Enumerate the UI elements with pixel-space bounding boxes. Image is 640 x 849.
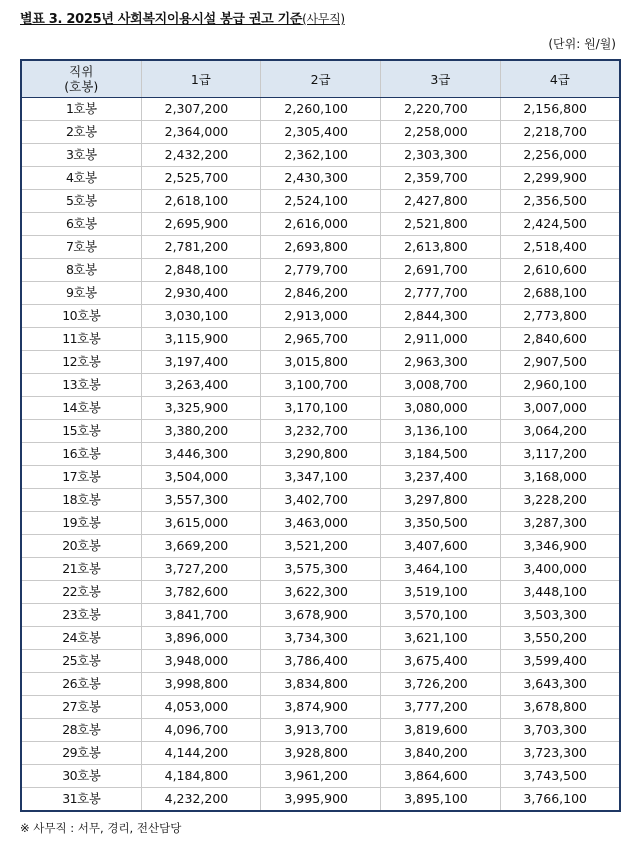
table-row — [21, 512, 620, 535]
row-step-label: 23호봉 — [21, 604, 141, 627]
salary-cell-grade-3: 3,136,100 — [381, 420, 501, 443]
salary-cell-grade-3: 3,008,700 — [381, 374, 501, 397]
row-step-label: 9호봉 — [21, 282, 141, 305]
salary-cell-grade-2: 3,786,400 — [261, 650, 381, 673]
table-row — [21, 673, 620, 696]
salary-cell-grade-2: 2,260,100 — [261, 98, 381, 121]
salary-cell-grade-2: 3,232,700 — [261, 420, 381, 443]
salary-cell-grade-3: 3,570,100 — [381, 604, 501, 627]
row-step-label: 6호봉 — [21, 213, 141, 236]
row-step-label: 5호봉 — [21, 190, 141, 213]
table-row — [21, 696, 620, 719]
salary-cell-grade-4: 2,218,700 — [500, 121, 620, 144]
salary-cell-grade-3: 2,691,700 — [381, 259, 501, 282]
salary-cell-grade-3: 3,080,000 — [381, 397, 501, 420]
table-row — [21, 305, 620, 328]
salary-cell-grade-1: 3,998,800 — [141, 673, 261, 696]
salary-cell-grade-3: 2,844,300 — [381, 305, 501, 328]
salary-cell-grade-1: 3,841,700 — [141, 604, 261, 627]
salary-cell-grade-1: 4,144,200 — [141, 742, 261, 765]
row-step-label: 20호봉 — [21, 535, 141, 558]
salary-cell-grade-4: 2,840,600 — [500, 328, 620, 351]
row-step-label: 27호봉 — [21, 696, 141, 719]
salary-cell-grade-1: 3,504,000 — [141, 466, 261, 489]
header-corner-line2: (호봉) — [64, 79, 99, 94]
header-grade-3: 3급 — [381, 60, 501, 98]
table-row — [21, 167, 620, 190]
page-title — [20, 8, 345, 27]
salary-cell-grade-3: 3,895,100 — [381, 788, 501, 812]
row-step-label: 17호봉 — [21, 466, 141, 489]
table-row — [21, 98, 620, 121]
salary-cell-grade-2: 3,170,100 — [261, 397, 381, 420]
salary-cell-grade-2: 3,463,000 — [261, 512, 381, 535]
table-row — [21, 121, 620, 144]
title-main: 별표 3. 2025년 사회복지이용시설 봉급 권고 기준 — [20, 12, 303, 27]
salary-cell-grade-1: 2,364,000 — [141, 121, 261, 144]
salary-cell-grade-4: 3,503,300 — [500, 604, 620, 627]
salary-cell-grade-1: 3,669,200 — [141, 535, 261, 558]
table-row — [21, 765, 620, 788]
salary-cell-grade-2: 3,928,800 — [261, 742, 381, 765]
salary-cell-grade-2: 3,575,300 — [261, 558, 381, 581]
salary-cell-grade-3: 3,237,400 — [381, 466, 501, 489]
salary-cell-grade-2: 3,995,900 — [261, 788, 381, 812]
salary-cell-grade-2: 2,362,100 — [261, 144, 381, 167]
salary-cell-grade-2: 2,430,300 — [261, 167, 381, 190]
salary-cell-grade-4: 3,228,200 — [500, 489, 620, 512]
salary-cell-grade-2: 2,913,000 — [261, 305, 381, 328]
salary-cell-grade-1: 3,615,000 — [141, 512, 261, 535]
row-step-label: 12호봉 — [21, 351, 141, 374]
salary-cell-grade-2: 3,290,800 — [261, 443, 381, 466]
salary-cell-grade-2: 2,693,800 — [261, 236, 381, 259]
row-step-label: 25호봉 — [21, 650, 141, 673]
row-step-label: 26호봉 — [21, 673, 141, 696]
salary-cell-grade-1: 4,232,200 — [141, 788, 261, 812]
salary-cell-grade-2: 2,779,700 — [261, 259, 381, 282]
table-row — [21, 719, 620, 742]
table-row — [21, 236, 620, 259]
salary-cell-grade-1: 2,525,700 — [141, 167, 261, 190]
title-suffix: (사무직) — [302, 12, 345, 26]
salary-cell-grade-4: 2,688,100 — [500, 282, 620, 305]
table-row — [21, 351, 620, 374]
salary-cell-grade-2: 2,846,200 — [261, 282, 381, 305]
salary-cell-grade-4: 3,346,900 — [500, 535, 620, 558]
salary-cell-grade-3: 3,726,200 — [381, 673, 501, 696]
salary-cell-grade-3: 2,911,000 — [381, 328, 501, 351]
salary-cell-grade-1: 3,446,300 — [141, 443, 261, 466]
salary-cell-grade-2: 3,015,800 — [261, 351, 381, 374]
row-step-label: 14호봉 — [21, 397, 141, 420]
row-step-label: 31호봉 — [21, 788, 141, 812]
salary-cell-grade-4: 2,907,500 — [500, 351, 620, 374]
row-step-label: 13호봉 — [21, 374, 141, 397]
salary-cell-grade-4: 3,287,300 — [500, 512, 620, 535]
row-step-label: 18호봉 — [21, 489, 141, 512]
row-step-label: 10호봉 — [21, 305, 141, 328]
row-step-label: 16호봉 — [21, 443, 141, 466]
row-step-label: 3호봉 — [21, 144, 141, 167]
row-step-label: 24호봉 — [21, 627, 141, 650]
row-step-label: 8호봉 — [21, 259, 141, 282]
salary-cell-grade-2: 3,402,700 — [261, 489, 381, 512]
salary-cell-grade-1: 3,896,000 — [141, 627, 261, 650]
table-row — [21, 788, 620, 812]
table-row — [21, 627, 620, 650]
salary-cell-grade-2: 3,622,300 — [261, 581, 381, 604]
header-grade-1: 1급 — [141, 60, 261, 98]
salary-cell-grade-2: 2,524,100 — [261, 190, 381, 213]
salary-cell-grade-4: 3,064,200 — [500, 420, 620, 443]
salary-cell-grade-3: 2,427,800 — [381, 190, 501, 213]
salary-cell-grade-1: 3,557,300 — [141, 489, 261, 512]
header-grade-2: 2급 — [261, 60, 381, 98]
header-corner-line1: 직위 — [69, 64, 94, 79]
salary-cell-grade-1: 2,618,100 — [141, 190, 261, 213]
salary-cell-grade-4: 3,743,500 — [500, 765, 620, 788]
salary-cell-grade-4: 2,610,600 — [500, 259, 620, 282]
salary-cell-grade-4: 3,448,100 — [500, 581, 620, 604]
table-row — [21, 144, 620, 167]
salary-cell-grade-4: 3,703,300 — [500, 719, 620, 742]
salary-cell-grade-4: 2,424,500 — [500, 213, 620, 236]
salary-cell-grade-4: 3,117,200 — [500, 443, 620, 466]
salary-cell-grade-3: 3,297,800 — [381, 489, 501, 512]
salary-cell-grade-4: 3,599,400 — [500, 650, 620, 673]
salary-cell-grade-1: 2,695,900 — [141, 213, 261, 236]
row-step-label: 7호봉 — [21, 236, 141, 259]
table-row — [21, 443, 620, 466]
salary-cell-grade-2: 2,305,400 — [261, 121, 381, 144]
salary-cell-grade-1: 2,930,400 — [141, 282, 261, 305]
salary-cell-grade-4: 2,256,000 — [500, 144, 620, 167]
footnote: ※ 사무직 : 서무, 경리, 전산담당 — [20, 821, 182, 835]
salary-cell-grade-1: 4,184,800 — [141, 765, 261, 788]
header-grade-4: 4급 — [500, 60, 620, 98]
salary-table — [20, 59, 621, 812]
salary-cell-grade-1: 3,380,200 — [141, 420, 261, 443]
salary-cell-grade-3: 2,303,300 — [381, 144, 501, 167]
salary-cell-grade-3: 2,220,700 — [381, 98, 501, 121]
salary-cell-grade-3: 2,258,000 — [381, 121, 501, 144]
table-row — [21, 535, 620, 558]
salary-cell-grade-3: 3,407,600 — [381, 535, 501, 558]
salary-cell-grade-3: 2,521,800 — [381, 213, 501, 236]
row-step-label: 21호봉 — [21, 558, 141, 581]
salary-cell-grade-1: 4,096,700 — [141, 719, 261, 742]
table-row — [21, 650, 620, 673]
salary-cell-grade-1: 2,781,200 — [141, 236, 261, 259]
unit-label: (단위: 원/월) — [548, 37, 616, 51]
salary-cell-grade-1: 4,053,000 — [141, 696, 261, 719]
salary-cell-grade-2: 3,734,300 — [261, 627, 381, 650]
table-row — [21, 213, 620, 236]
salary-cell-grade-4: 2,156,800 — [500, 98, 620, 121]
salary-cell-grade-3: 3,464,100 — [381, 558, 501, 581]
table-row — [21, 558, 620, 581]
salary-cell-grade-2: 3,834,800 — [261, 673, 381, 696]
salary-cell-grade-2: 3,347,100 — [261, 466, 381, 489]
salary-cell-grade-4: 3,007,000 — [500, 397, 620, 420]
row-step-label: 11호봉 — [21, 328, 141, 351]
salary-cell-grade-3: 2,963,300 — [381, 351, 501, 374]
salary-cell-grade-1: 3,263,400 — [141, 374, 261, 397]
table-row — [21, 742, 620, 765]
salary-cell-grade-3: 2,777,700 — [381, 282, 501, 305]
row-step-label: 1호봉 — [21, 98, 141, 121]
salary-cell-grade-2: 2,965,700 — [261, 328, 381, 351]
salary-cell-grade-2: 3,913,700 — [261, 719, 381, 742]
salary-cell-grade-4: 2,299,900 — [500, 167, 620, 190]
salary-cell-grade-2: 3,521,200 — [261, 535, 381, 558]
table-header-row — [21, 60, 620, 98]
table-body — [21, 98, 620, 812]
salary-cell-grade-3: 2,613,800 — [381, 236, 501, 259]
table-row — [21, 190, 620, 213]
salary-cell-grade-2: 3,874,900 — [261, 696, 381, 719]
salary-cell-grade-4: 3,168,000 — [500, 466, 620, 489]
salary-cell-grade-4: 2,356,500 — [500, 190, 620, 213]
table-row — [21, 420, 620, 443]
row-step-label: 22호봉 — [21, 581, 141, 604]
salary-cell-grade-3: 3,864,600 — [381, 765, 501, 788]
salary-cell-grade-3: 3,777,200 — [381, 696, 501, 719]
table-row — [21, 259, 620, 282]
salary-cell-grade-4: 3,766,100 — [500, 788, 620, 812]
row-step-label: 30호봉 — [21, 765, 141, 788]
salary-cell-grade-1: 2,848,100 — [141, 259, 261, 282]
table-row — [21, 328, 620, 351]
salary-cell-grade-3: 3,819,600 — [381, 719, 501, 742]
table-row — [21, 466, 620, 489]
salary-cell-grade-3: 3,350,500 — [381, 512, 501, 535]
salary-cell-grade-1: 3,030,100 — [141, 305, 261, 328]
header-corner — [21, 60, 141, 98]
salary-cell-grade-1: 3,948,000 — [141, 650, 261, 673]
table-row — [21, 604, 620, 627]
row-step-label: 15호봉 — [21, 420, 141, 443]
salary-cell-grade-4: 3,643,300 — [500, 673, 620, 696]
salary-cell-grade-4: 2,773,800 — [500, 305, 620, 328]
salary-cell-grade-4: 3,678,800 — [500, 696, 620, 719]
salary-cell-grade-1: 3,727,200 — [141, 558, 261, 581]
salary-cell-grade-3: 3,184,500 — [381, 443, 501, 466]
salary-cell-grade-2: 2,616,000 — [261, 213, 381, 236]
table-row — [21, 282, 620, 305]
salary-cell-grade-4: 3,400,000 — [500, 558, 620, 581]
salary-cell-grade-1: 3,782,600 — [141, 581, 261, 604]
row-step-label: 19호봉 — [21, 512, 141, 535]
table-row — [21, 581, 620, 604]
salary-cell-grade-4: 3,723,300 — [500, 742, 620, 765]
salary-cell-grade-1: 3,115,900 — [141, 328, 261, 351]
salary-cell-grade-3: 3,675,400 — [381, 650, 501, 673]
table-row — [21, 489, 620, 512]
row-step-label: 4호봉 — [21, 167, 141, 190]
table-row — [21, 397, 620, 420]
row-step-label: 2호봉 — [21, 121, 141, 144]
salary-cell-grade-2: 3,100,700 — [261, 374, 381, 397]
salary-cell-grade-3: 3,519,100 — [381, 581, 501, 604]
table-row — [21, 374, 620, 397]
salary-cell-grade-2: 3,961,200 — [261, 765, 381, 788]
salary-cell-grade-1: 2,307,200 — [141, 98, 261, 121]
salary-cell-grade-3: 3,621,100 — [381, 627, 501, 650]
salary-cell-grade-1: 3,197,400 — [141, 351, 261, 374]
row-step-label: 28호봉 — [21, 719, 141, 742]
salary-cell-grade-1: 3,325,900 — [141, 397, 261, 420]
salary-cell-grade-4: 2,518,400 — [500, 236, 620, 259]
salary-cell-grade-3: 3,840,200 — [381, 742, 501, 765]
row-step-label: 29호봉 — [21, 742, 141, 765]
salary-cell-grade-2: 3,678,900 — [261, 604, 381, 627]
salary-cell-grade-4: 2,960,100 — [500, 374, 620, 397]
salary-cell-grade-3: 2,359,700 — [381, 167, 501, 190]
salary-cell-grade-1: 2,432,200 — [141, 144, 261, 167]
salary-cell-grade-4: 3,550,200 — [500, 627, 620, 650]
